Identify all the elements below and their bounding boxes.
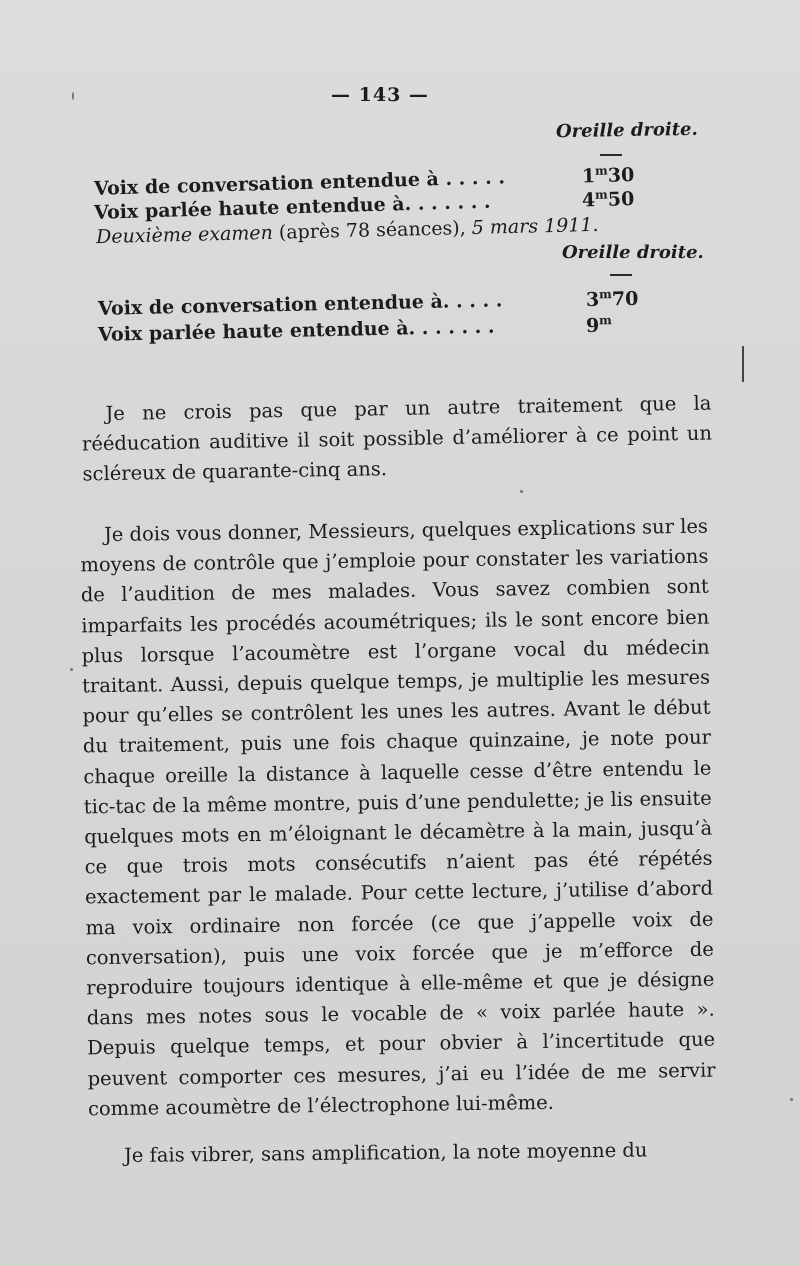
paragraph-3: Je fais vibrer, sans amplification, la note moyenne du [123, 1138, 648, 1168]
row-label: Voix de conversation entendue à. . . . . [97, 289, 503, 320]
column-header-dash-2 [610, 274, 632, 276]
row-label: Voix parlée haute entendue à. . . . . . . [93, 190, 491, 224]
exam-label: Deuxième examen [95, 221, 274, 249]
row-value: 9$^m$ [585, 313, 612, 337]
scan-speck [70, 668, 73, 671]
scan-speck [790, 1098, 793, 1101]
row-value: 3$^m$70 [585, 287, 639, 311]
row-label: Voix de conversation entendue à . . . . . [93, 166, 506, 200]
exam-detail: (après 78 séances), [272, 216, 473, 244]
page-number: — 143 — [331, 84, 429, 106]
exam-date: 5 mars 1911. [471, 213, 599, 239]
row-value: 4$^m$50 [581, 187, 635, 212]
scan-speck [72, 92, 74, 100]
paragraph-2: Je dois vous donner, Messieurs, quelques explications sur les moyens de contrôle que j’emploie pour constater les variations de l’audition de mes malades. Vous savez combien sont imparfaits les procédés acoumétriques; ils le sont encore bien plus lorsque l’acoumètre est l’organe vocal du médecin traitant. Aussi, depuis quelque temps, je multiplie les mesures pour qu’elles se contrôlent les unes les autres. Avant le début du traitement, puis une fois chaque quinzaine, je note pour chaque oreille la distance à laquelle cesse d’être entendu le tic-tac de la même montre, puis d’une pendulette; je lis ensuite quelques mots en m’éloignant le décamètre à la main, jusqu’à ce que trois mots consécutifs n’aient pas été répétés exactement par le malade. Pour cette lecture, j’utilise d’abord ma voix ordinaire non forcée (ce que j’appelle voix de conversation), puis une voix forcée que je m’efforce de reproduire toujours identique à elle-même et que je désigne dans mes notes sous le vocable de « voix parlée haute ». Depuis quelque temps, et pour obvier à l’incertitude que peuvent comporter ces mesures, j’ai eu l’idée de me servir comme acoumètre de l’électrophone lui-même. [80, 514, 716, 1121]
paragraph-1: Je ne crois pas que par un autre traitement que la rééducation auditive il soit possible d’améliorer à ce point un scléreux de quarante-cinq ans. [81, 391, 713, 486]
row-value: 1$^m$30 [581, 163, 635, 188]
column-header-right-ear-1: Oreille droite. [555, 118, 698, 143]
row-label: Voix parlée haute entendue à. . . . . . . [97, 315, 495, 346]
column-header-dash-1 [600, 154, 622, 156]
column-header-right-ear-2: Oreille droite. [562, 242, 704, 263]
scan-edge-mark [742, 346, 744, 382]
scan-speck [520, 490, 523, 493]
